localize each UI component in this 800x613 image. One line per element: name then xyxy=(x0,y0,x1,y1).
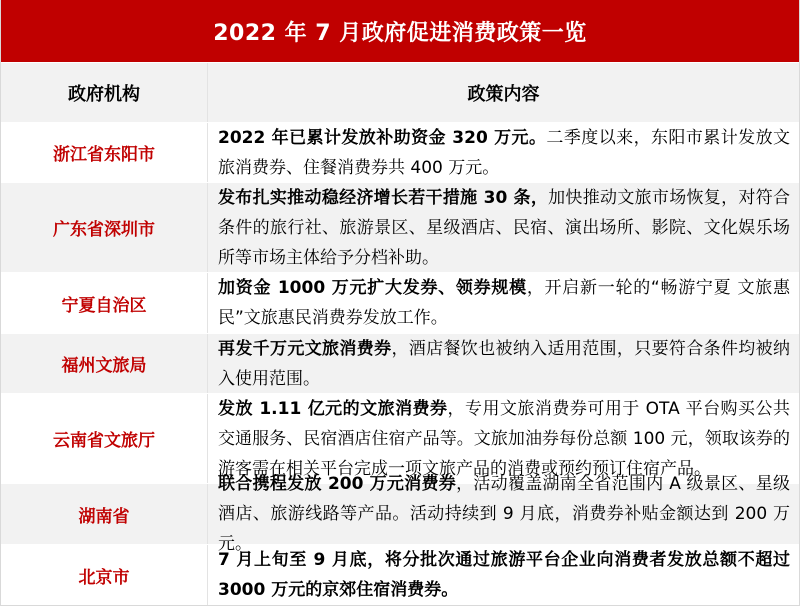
policy-cell xyxy=(208,123,799,182)
policy-cell xyxy=(208,545,799,605)
org-cell xyxy=(1,183,208,272)
org-name: 北京市 xyxy=(78,567,130,588)
policy-text: ，开启新一轮的“畅游宁夏 文旅惠民”文旅惠民消费券发放工作。 xyxy=(218,278,790,328)
policy-highlight: 加资金 1000 万元扩大发券、领券规模 xyxy=(218,278,527,298)
org-name: 浙江省东阳市 xyxy=(53,145,155,165)
table-row xyxy=(1,474,799,554)
policy-highlight: 7 月上旬至 9 月底，将分批次通过旅游平台企业向消费者发放总额不超过 3000 万元的京郊住宿消费券。 xyxy=(218,550,790,600)
org-cell xyxy=(1,123,208,182)
policy-highlight: 2022 年已累计发放补助资金 320 万元。 xyxy=(218,127,547,148)
table-row xyxy=(1,333,799,393)
policy-highlight: 发布扎实推动稳经济增长若干措施 30 条， xyxy=(218,187,549,208)
org-cell xyxy=(1,484,208,544)
org-name: 湖南省 xyxy=(78,506,130,527)
table-row xyxy=(1,544,799,605)
policy-highlight: 联合携程发放 200 万元消费券 xyxy=(218,474,457,494)
org-cell xyxy=(1,394,208,483)
table-header-row xyxy=(1,62,799,122)
org-cell xyxy=(1,334,208,393)
policy-paragraph xyxy=(218,183,790,273)
org-name: 广东省深圳市 xyxy=(53,220,155,240)
policy-cell xyxy=(208,273,799,333)
policy-cell xyxy=(208,183,799,272)
org-cell xyxy=(1,273,208,333)
policy-paragraph xyxy=(218,123,790,183)
column-header-policy: 政策内容 xyxy=(467,83,540,105)
policy-text: ，活动覆盖湖南全省范围内 A 级景区、星级酒店、旅游线路等产品。活动持续到 9 月底，消费券补贴金额达到 200 万元。 xyxy=(218,474,790,554)
policy-text: 二季度以来，东阳市累计发放文旅消费券、住餐消费券共 400 万元。 xyxy=(218,127,790,178)
policy-text: ，酒店餐饮也被纳入适用范围，只要符合条件均被纳入使用范围。 xyxy=(218,338,790,389)
org-name: 云南省文旅厅 xyxy=(53,431,155,451)
org-cell xyxy=(1,545,208,605)
policy-cell xyxy=(208,474,799,554)
org-name: 宁夏自治区 xyxy=(61,295,147,316)
table-row xyxy=(1,272,799,333)
policy-cell xyxy=(208,334,799,393)
policy-highlight: 发放 1.11 亿元的文旅消费券 xyxy=(218,398,448,419)
policy-highlight: 再发千万元文旅消费券 xyxy=(218,338,392,359)
table-title: 2022 年 7 月政府促进消费政策一览 xyxy=(1,0,799,62)
org-name: 福州文旅局 xyxy=(61,356,147,376)
policy-paragraph xyxy=(218,273,790,333)
table-row xyxy=(1,122,799,182)
table-row xyxy=(1,182,799,272)
policy-text: 加快推动文旅市场恢复，对符合条件的旅行社、旅游景区、星级酒店、民宿、演出场所、影院、文化娱乐场所等市场主体给予分档补助。 xyxy=(218,187,790,268)
policy-paragraph xyxy=(218,334,790,394)
policy-paragraph xyxy=(218,545,790,605)
policy-text: ，专用文旅消费券可用于 OTA 平台购买公共交通服务、民宿酒店住宿产品等。文旅加油券每份总额 100 元，领取该券的游客需在相关平台完成一项文旅产品的消费或预约预订住宿产品。 xyxy=(218,398,790,479)
column-header-org: 政府机构 xyxy=(1,63,208,122)
